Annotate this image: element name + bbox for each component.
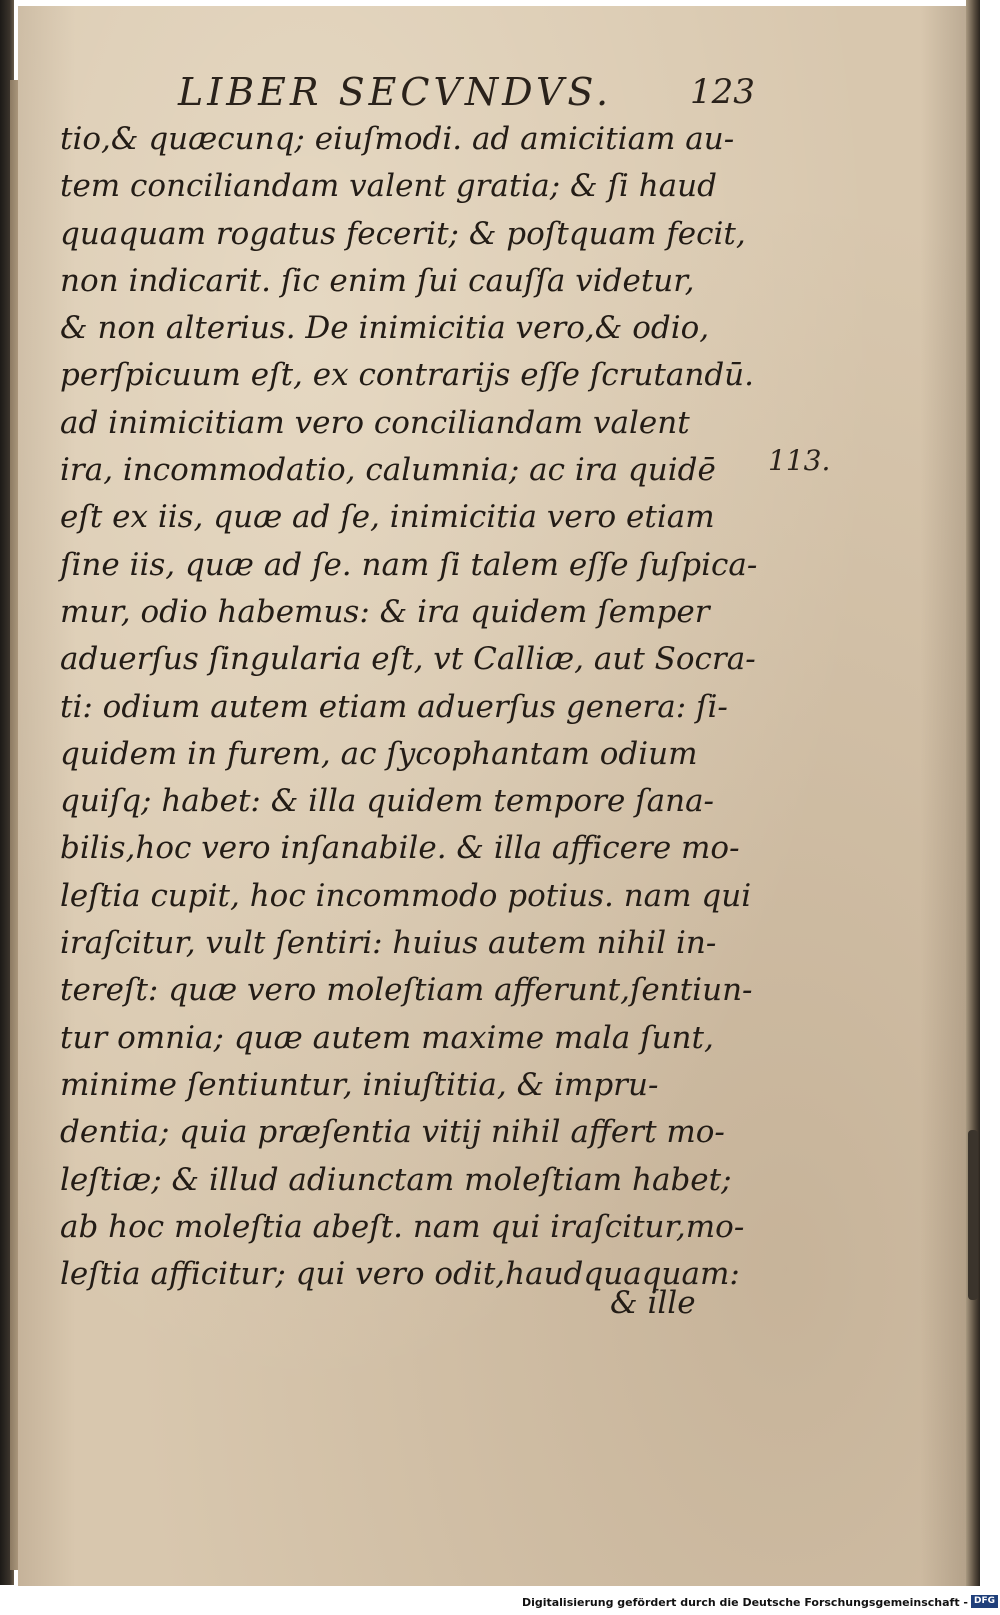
- text-line: eſt ex iis, quæ ad ſe, inimicitia vero etiam: [60, 499, 715, 536]
- text-line: ab hoc moleſtia abeſt. nam qui iraſcitur,mo-: [60, 1208, 745, 1245]
- text-line: quidem in furem, ac ſycophantam odium: [60, 735, 698, 772]
- dfg-logo: DFG: [971, 1595, 998, 1608]
- text-block: [60, 116, 760, 1298]
- page-number: 123: [690, 72, 755, 112]
- margin-note: 113.: [768, 444, 831, 477]
- text-line: ti: odium autem etiam aduerſus genera: ſi-: [60, 688, 728, 725]
- text-line: iraſcitur, vult ſentiri: huius autem nihil in-: [60, 925, 717, 962]
- text-line: ſine iis, quæ ad ſe. nam ſi talem eſſe ſuſpica-: [60, 546, 758, 583]
- running-head: LIBER SECVNDVS.: [178, 70, 613, 114]
- text-line: tur omnia; quæ autem maxime mala ſunt,: [60, 1019, 714, 1056]
- text-line: tereſt: quæ vero moleſtiam afferunt,ſentiun-: [60, 972, 753, 1009]
- text-line: bilis,hoc vero inſanabile. & illa afficere mo-: [60, 830, 740, 867]
- text-line: leſtia afficitur; qui vero odit,haudquaquam:: [60, 1256, 740, 1293]
- digitization-credit: Digitalisierung gefördert durch die Deutsche Forschungsgemeinschaft -: [521, 1596, 968, 1609]
- text-line: mur, odio habemus: & ira quidem ſemper: [60, 593, 710, 630]
- text-line: tem conciliandam valent gratia; & ſi haud: [60, 168, 717, 205]
- catchword: & ille: [610, 1285, 696, 1321]
- text-line: quiſq; habet: & illa quidem tempore ſana-: [60, 783, 715, 820]
- text-line: & non alterius. De inimicitia vero,& odio,: [60, 310, 710, 347]
- page-clip: [968, 1130, 978, 1300]
- text-line: ira, incommodatio, calumnia; ac ira quidē: [60, 452, 716, 489]
- text-line: leſtiæ; & illud adiunctam moleſtiam habet;: [60, 1161, 732, 1198]
- text-line: tio,& quæcunq; eiuſmodi. ad amicitiam au-: [60, 121, 735, 157]
- text-line: quaquam rogatus fecerit; & poſtquam fecit,: [60, 215, 746, 252]
- page-fore-edge: [966, 0, 980, 1586]
- text-line: minime ſentiuntur, iniuſtitia, & impru-: [60, 1066, 659, 1103]
- text-line: ad inimicitiam vero conciliandam valent: [60, 404, 690, 441]
- text-line: leſtia cupit, hoc incommodo potius. nam qui: [60, 877, 752, 914]
- text-line: perſpicuum eſt, ex contrarijs eſſe ſcrutandū.: [60, 357, 754, 394]
- text-line: non indicarit. ſic enim ſui cauſſa videtur,: [60, 262, 695, 299]
- text-line: aduerſus ſingularia eſt, vt Calliæ, aut Socra-: [60, 641, 756, 678]
- text-line: dentia; quia præſentia vitij nihil affert mo-: [60, 1114, 725, 1151]
